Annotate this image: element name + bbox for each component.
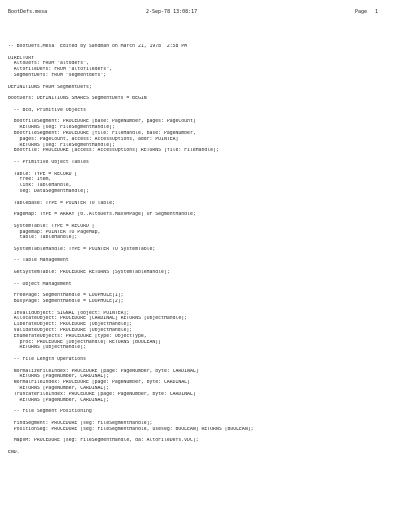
code-line: RETURNS [PageNumber, CARDINAL]; bbox=[8, 374, 110, 380]
code-line: BootFileSegment: PROCEDURE [base: PageNumber, pages: PageCount] bbox=[8, 119, 196, 125]
page-number: 1 bbox=[375, 9, 379, 15]
code-line: -- File Segment Positioning bbox=[8, 409, 92, 415]
code-listing bbox=[8, 44, 392, 456]
code-line: proc: PROCEDURE [ObjectHandle] RETURNS [BOOLEAN]] bbox=[8, 339, 162, 345]
code-line: PageMap: TYPE = ARRAY [0..AltoDefs.MaxVMPage] OF SegmentHandle; bbox=[8, 212, 196, 218]
code-line: AltoDefs: FROM "altodefs", bbox=[8, 61, 89, 67]
code-line: BusyPage: SegmentHandle = LOOPHOLE[2]; bbox=[8, 299, 124, 305]
code-line: InvalidObject: SIGNAL [object: POINTER]; bbox=[8, 310, 130, 316]
code-line: SystemTable: TYPE = RECORD [ bbox=[8, 223, 95, 229]
code-line: -- Table Management bbox=[8, 258, 69, 264]
code-line: TableBase: TYPE = POINTER TO Table; bbox=[8, 200, 115, 206]
code-line: EnumerateObjects: PROCEDURE [type: ObjectType, bbox=[8, 333, 147, 339]
code-line: ValidateObject: PROCEDURE [ObjectHandle]; bbox=[8, 328, 133, 334]
code-line: -- Bcd, Primitive Objects bbox=[8, 107, 86, 113]
code-line: AllocateObject: PROCEDURE [CARDINAL] RETURNS [ObjectHandle]; bbox=[8, 316, 188, 322]
code-line: DIRECTORY bbox=[8, 55, 34, 61]
code-line: Table: TYPE = RECORD [ bbox=[8, 171, 78, 177]
code-line: pagemap: POINTER TO PageMap, bbox=[8, 229, 101, 235]
code-line: RETURNS [seg: FileSegmentHandle]; bbox=[8, 142, 115, 148]
code-line: -- File Length Operations bbox=[8, 357, 86, 363]
code-line: RETURNS [ObjectHandle]; bbox=[8, 345, 86, 351]
code-line: table: TableHandle]; bbox=[8, 235, 78, 241]
code-line: RETURNS [seg: FileSegmentHandle]; bbox=[8, 125, 115, 131]
code-line: NormalizeFileIndex: PROCEDURE [page: PageNumber, byte: CARDINAL] bbox=[8, 368, 199, 374]
code-line: -- Object Management bbox=[8, 281, 72, 287]
code-line: MapVM: PROCEDURE [seg: FileSegmentHandle, da: AltoFileDefs.vDC]; bbox=[8, 438, 199, 444]
code-line: BootDefs: DEFINITIONS SHARES SegmentDefs = BEGIN bbox=[8, 96, 147, 102]
page-label: Page bbox=[355, 9, 368, 15]
code-line: BootFile: PROCEDURE [access: AccessOptions] RETURNS [file: FileHandle]; bbox=[8, 148, 219, 154]
code-line: SegmentDefs: FROM "segmentdefs"; bbox=[8, 72, 107, 78]
code-line: FreePage: SegmentHandle = LOOPHOLE[1]; bbox=[8, 293, 124, 299]
code-line: free: Item, bbox=[8, 177, 52, 183]
code-line: END. bbox=[8, 449, 20, 455]
code-line: TruncateFileIndex: PROCEDURE [page: PageNumber, byte: CARDINAL] bbox=[8, 391, 196, 397]
code-line: RETURNS [PageNumber, CARDINAL]; bbox=[8, 397, 110, 403]
code-line: FindSegment: PROCEDURE [seg: FileSegmentHandle]; bbox=[8, 420, 153, 426]
code-line: AltoFileDefs: FROM "altofiledefs", bbox=[8, 67, 112, 73]
code-line: PositionSeg: PROCEDURE [seg: FileSegmentHandle, useseg: BOOLEAN] RETURNS [BOOLEAN]; bbox=[8, 426, 254, 432]
code-line: link: TableHandle, bbox=[8, 183, 72, 189]
code-line: pages: PageCount, access: AccessOptions, addr: POINTER] bbox=[8, 136, 179, 142]
header-date: 2-Sep-78 13:08:17 bbox=[146, 9, 198, 15]
header-filename: BootDefs.mesa bbox=[8, 9, 48, 15]
code-line: -- Primitive Object Tables bbox=[8, 159, 89, 165]
code-line: BootFileSegment: PROCEDURE [file: FileHandle, base: PageNumber, bbox=[8, 130, 196, 136]
code-line: DEFINITIONS FROM SegmentDefs; bbox=[8, 84, 92, 90]
code-line: -- BootDefs.Mesa Edited by Sandman on March 21, 1978 2:58 PM bbox=[8, 44, 188, 49]
code-line: RETURNS [PageNumber, CARDINAL]; bbox=[8, 386, 110, 392]
code-line: GetSystemTable: PROCEDURE RETURNS [SystemTableHandle]; bbox=[8, 270, 170, 276]
code-line: SystemTableHandle: TYPE = POINTER TO SystemTable; bbox=[8, 246, 156, 252]
code-line: seg: DataSegmentHandle]; bbox=[8, 188, 89, 194]
code-line: LiberateObject: PROCEDURE [ObjectHandle]; bbox=[8, 322, 133, 328]
header-page bbox=[355, 9, 378, 15]
code-line: NormalFileIndex: PROCEDURE [page: PageNumber, byte: CARDINAL] bbox=[8, 380, 190, 386]
